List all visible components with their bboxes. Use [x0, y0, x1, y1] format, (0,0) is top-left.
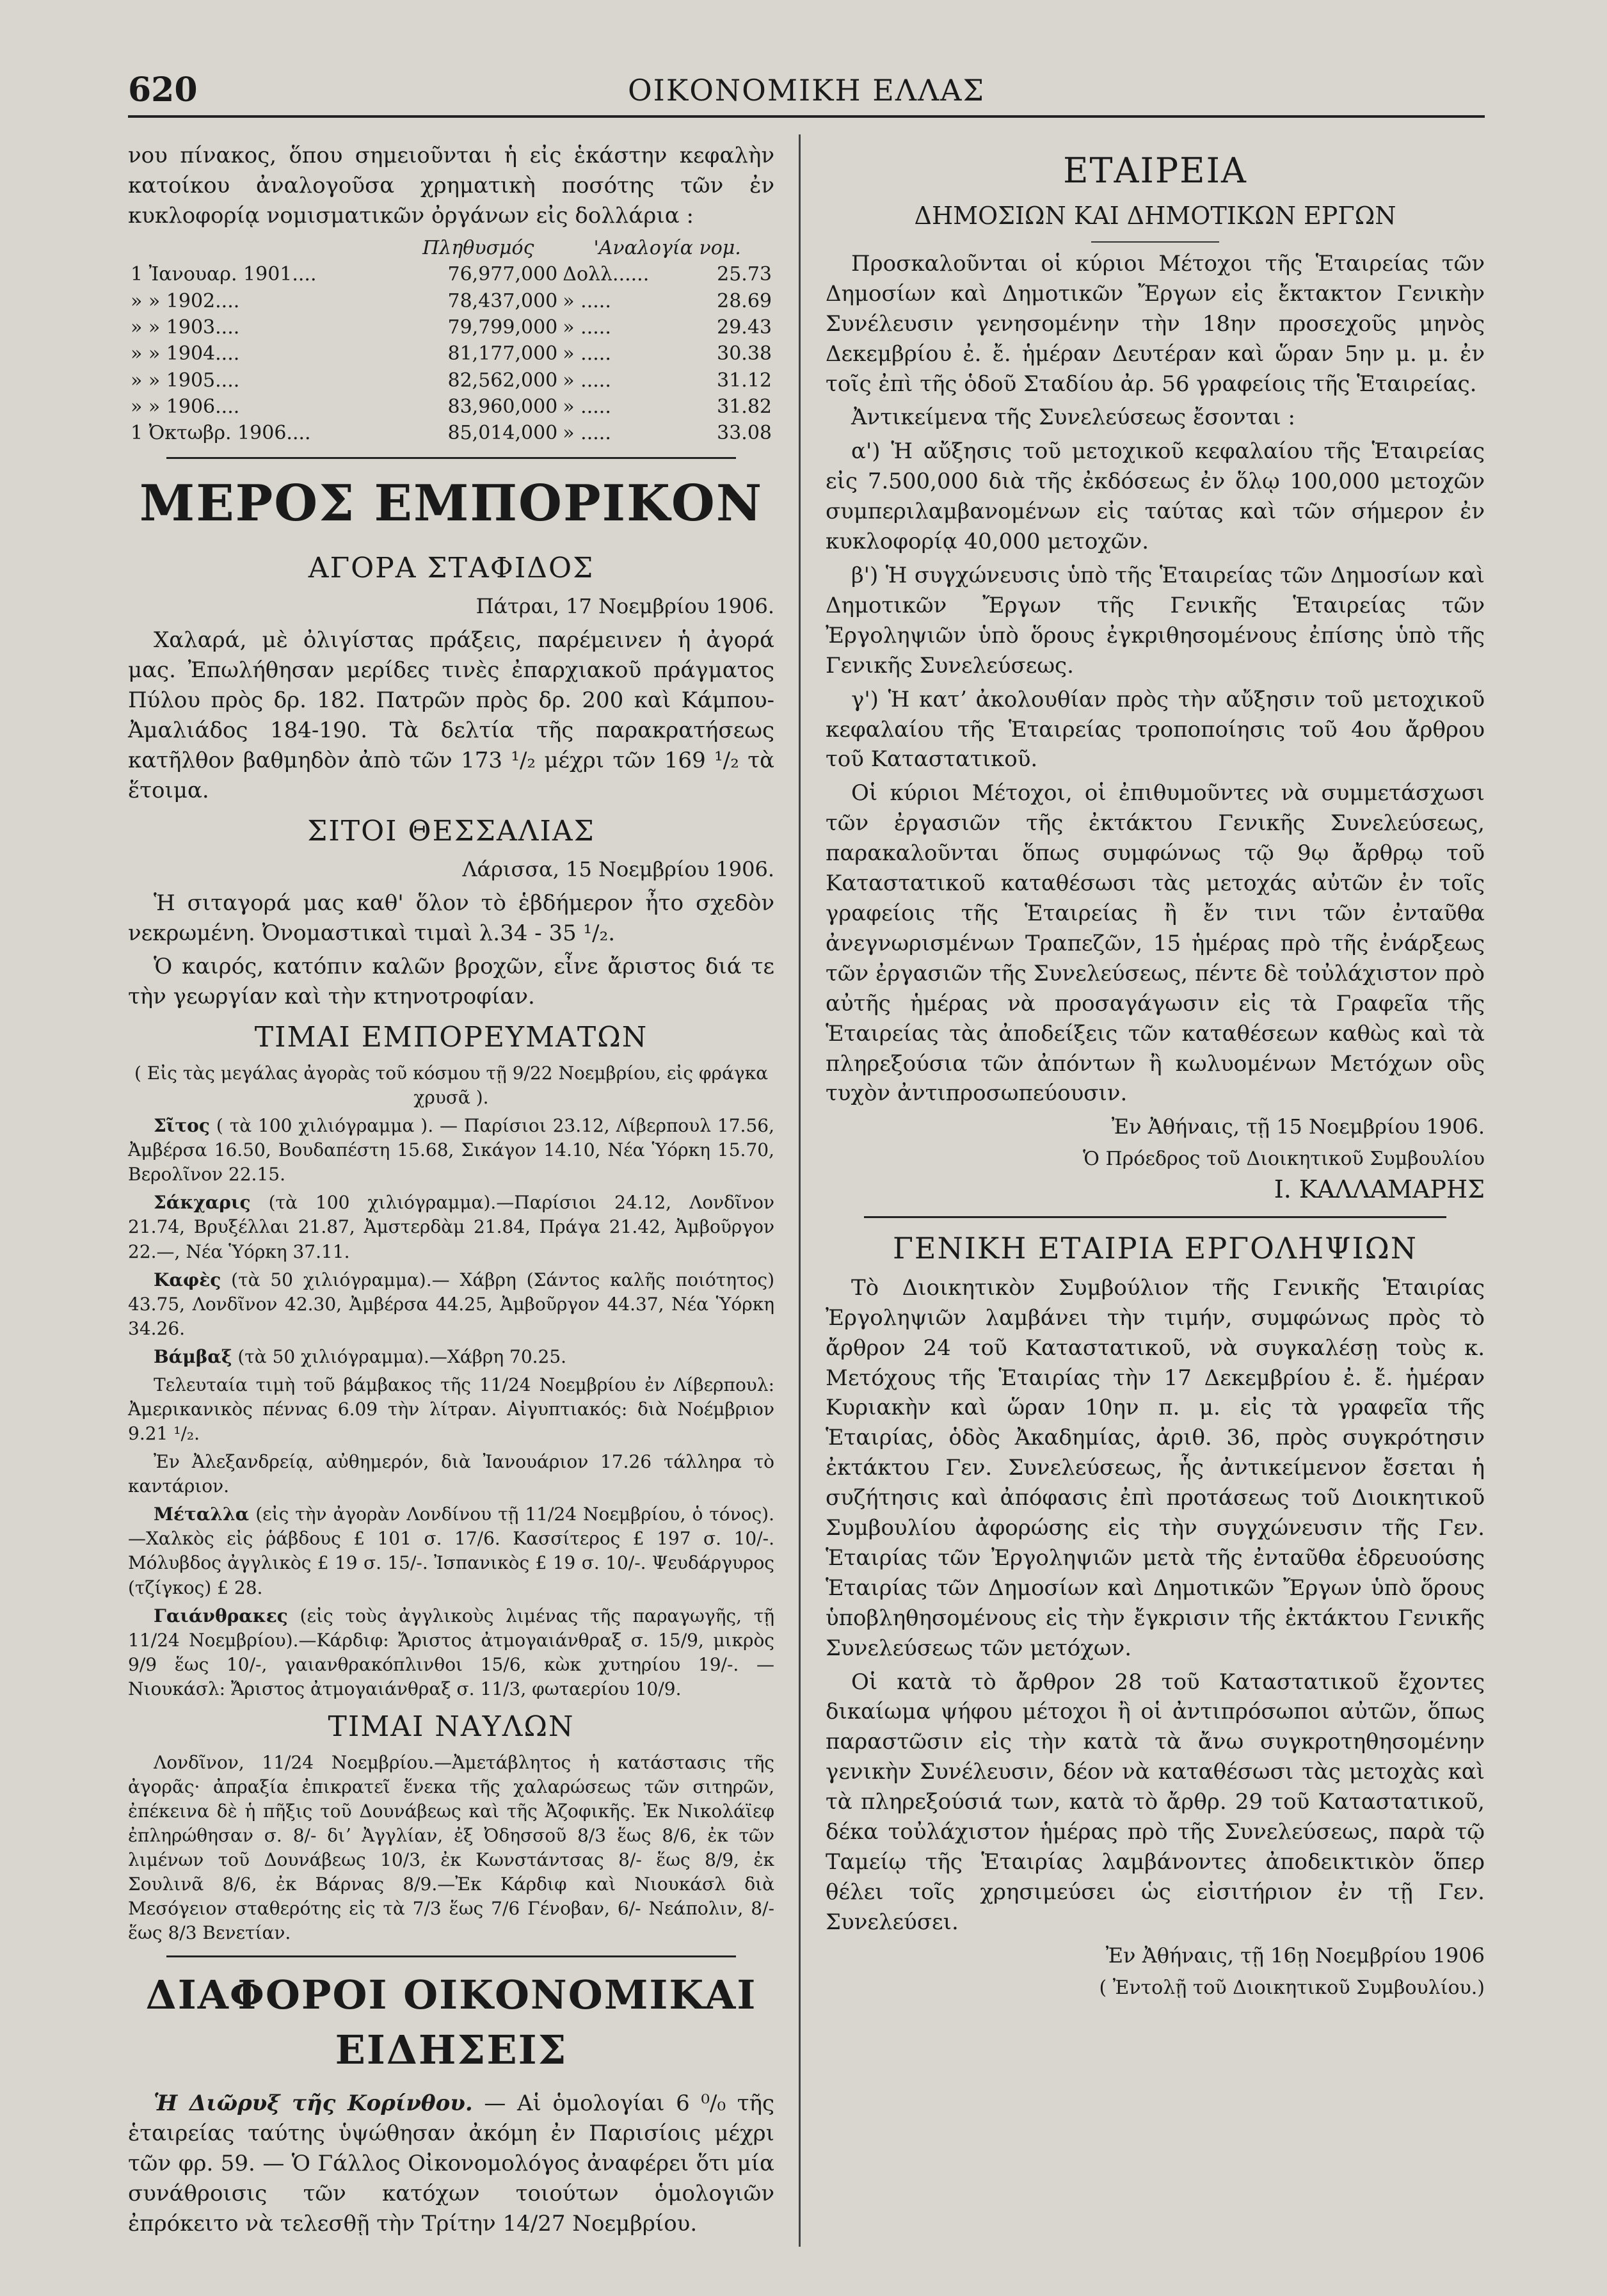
commodity-text: (τὰ 50 χιλιόγραμμα).— Χάβρη (Σάντος καλῆς ποιότητος) 43.75, Λονδῖνον 42.30, Ἀμβέρσα 44.25, Ἀμβοῦργον 44.37, Νέα Ὑόρκη 34.26.: [128, 1269, 774, 1339]
cell-unit: Δολλ......: [563, 263, 650, 286]
timai-subtitle: ( Εἰς τὰς μεγάλας ἀγορὰς τοῦ κόσμου τῇ 9/22 Νοεμβρίου, εἰς φράγκα χρυσᾶ ).: [134, 1063, 769, 1109]
gen-dateline: Ἐν Ἀθήναις, τῇ 16ῃ Νοεμβρίου 1906: [1105, 1943, 1485, 1968]
news-lead: Ἡ Διῶρυξ τῆς Κορίνθου.: [154, 2091, 473, 2117]
cell-population: 79,799,000: [447, 316, 558, 339]
cell-unit: » .....: [563, 316, 611, 339]
sitoi-paragraph-2: Ὁ καιρός, κατόπιν καλῶν βροχῶν, εἶνε ἄριστος διά τε τὴν γεωργίαν καὶ τὴν κτηνοτροφίαν.: [128, 954, 774, 1010]
news-rule: [166, 1955, 736, 1957]
table-row: [128, 394, 774, 420]
cell-value: 31.82: [717, 396, 772, 419]
commodity-name: Βάμβαξ: [154, 1345, 232, 1367]
table-row: [128, 288, 774, 314]
etaireia-paragraph-2: Ἀντικείμενα τῆς Συνελεύσεως ἔσονται :: [851, 405, 1295, 431]
coal-name: Γαιάνθρακες: [154, 1605, 288, 1626]
table-row: [128, 367, 774, 394]
gen-rule: [864, 1216, 1446, 1218]
cell-unit: » .....: [563, 289, 611, 312]
ratio-header: 'Αναλογία νομ.: [593, 236, 741, 259]
page-header: [128, 64, 1485, 118]
etaireia-dateline: Ἐν Ἀθήναις, τῇ 15 Νοεμβρίου 1906.: [1111, 1114, 1485, 1139]
cell-value: 30.38: [717, 342, 772, 365]
commodities-list: [128, 1114, 774, 1369]
etaireia-title: ΕΤΑΙΡΕΙΑ: [1063, 150, 1247, 191]
cell-population: 81,177,000: [447, 342, 558, 365]
cell-date: » » 1904....: [131, 342, 240, 365]
intro-paragraph: νου πίνακος, ὅπου σημειοῦνται ἡ εἰς ἑκάστην κεφαλὴν κατοίκου ἀναλογοῦσα χρηματικὴ ποσότης τῶν ἐν κυκλοφορίᾳ νομισματικῶν ὀργάνων εἰς δολλάρια :: [128, 143, 774, 229]
metals-name: Μέταλλα: [154, 1504, 250, 1525]
cell-unit: » .....: [563, 422, 611, 445]
signature-title: Ὁ Πρόεδρος τοῦ Διοικητικοῦ Συμβουλίου: [1083, 1148, 1485, 1171]
etaireia-paragraph-4: β') Ἡ συγχώνευσις ὑπὸ τῆς Ἑταιρείας τῶν Δημοσίων καὶ Δημοτικῶν Ἔργων τῆς Γενικῆς Ἑταιρείας τῶν Ἐργοληψιῶν ὑπὸ ὅρους ἐγκριθησομένους ἐπίσης ὑπὸ τῆς Γενικῆς Συνελεύσεως.: [826, 563, 1485, 678]
etaireia-paragraph-5: γ') Ἡ κατʼ ἀκολουθίαν πρὸς τὴν αὔξησιν τοῦ μετοχικοῦ κεφαλαίου τῆς Ἑταιρείας τροποποίησις τοῦ 4ου ἄρθρου τοῦ Καταστατικοῦ.: [826, 686, 1485, 773]
cell-date: » » 1902....: [131, 289, 240, 312]
commodity-text: ( τὰ 100 χιλιόγραμμα ). — Παρίσιοι 23.12, Λίβερπουλ 17.56, Ἀμβέρσα 16.50, Βουδαπέστη 15.68, Σικάγον 14.10, Νέα Ὑόρκη 15.70, Βερολῖνον 22.15.: [128, 1115, 774, 1185]
etaireia-paragraph-3: α') Ἡ αὔξησις τοῦ μετοχικοῦ κεφαλαίου τῆς Ἑταιρείας εἰς 7.500,000 διὰ τῆς ἐκδόσεως ἐν ὅλῳ 100,000 μετοχῶν συμπεριλαμβανομένων εἰς ταύτας καὶ τῶν σήμερον ἐν κυκλοφορίᾳ 40,000 μετοχῶν.: [826, 438, 1485, 555]
cell-population: 78,437,000: [447, 289, 558, 312]
metals-text: (εἰς τὴν ἀγορὰν Λονδίνου τῇ 11/24 Νοεμβρίου, ὁ τόνος).—Χαλκὸς εἰς ῥάβδους £ 101 σ. 17/6. Κασσίτερος £ 197 σ. 10/-. Μόλυβδος ἀγγλικὸς £ 19 σ. 15/-. Ἰσπανικὸς £ 19 σ. 10/-. Ψευδάργυρος (τζίγκος) £ 28.: [128, 1504, 774, 1598]
etaireia-rule: [1091, 241, 1219, 243]
cell-date: » » 1906....: [131, 396, 240, 419]
table-row: [128, 261, 774, 287]
naula-text: Λονδῖνον, 11/24 Νοεμβρίου.—Ἀμετάβλητος ἡ κατάστασις τῆς ἀγορᾶς· ἀπραξία ἐπικρατεῖ ἕνεκα τῆς χαλαρώσεως τῶν σιτηρῶν, ἐπέκεινα δὲ ἡ πῆξις τοῦ Δουνάβεως καὶ τῆς Ἀζοφικῆς. Ἐκ Νικολάϊεφ ἐπληρώθησαν σ. 8/- διʼ Ἀγγλίαν, ἐξ Ὀδησσοῦ 8/3 ἕως 8/6, ἐκ τῶν λιμένων τοῦ Δουνάβεως 10/3, ἐκ Κωνστάντσας 8/- ἕως 8/9, ἐκ Σουλινᾶ 8/6, ἐκ Βάρνας 8/9.—Ἐκ Κάρδιφ καὶ Νιουκάσλ διὰ Μεσόγειον σταθερότης εἰς τὰ 7/3 ἕως 7/6 Γένοβαν, 6/- Νεάπολιν, 8/- ἕως 8/3 Βενετίαν.: [128, 1751, 774, 1944]
news-title: ΔΙΑΦΟΡΟΙ ΟΙΚΟΝΟΜΙΚΑΙ ΕΙΔΗΣΕΙΣ: [145, 1971, 757, 2073]
cell-unit: » .....: [563, 342, 611, 365]
commodity-text: (τὰ 50 χιλιόγραμμα).—Χάβρη 70.25.: [237, 1345, 567, 1367]
commodity-name: Καφὲς: [154, 1269, 221, 1290]
agora-text: Χαλαρά, μὲ ὀλιγίστας πράξεις, παρέμεινεν ἡ ἀγορά μας. Ἐπωλήθησαν μερίδες τινὲς ἐπαρχιακοῦ πράγματος Πύλου πρὸς δρ. 182. Πατρῶν πρὸς δρ. 200 καὶ Κάμπου-Ἀμαλιάδος 184-190. Τὰ δελτία τῆς παρακρατήσεως κατῆλθον βαθμηδὸν ἀπὸ τῶν 173 ¹/₂ μέχρι τῶν 169 ¹/₂ τὰ ἕτοιμα.: [128, 627, 774, 803]
gen-paragraph-2: Οἱ κατὰ τὸ ἄρθρον 28 τοῦ Καταστατικοῦ ἔχοντες δικαίωμα ψήφου μέτοχοι ἢ οἱ ἀντιπρόσωποι αὐτῶν, ὅπως παραστῶσιν εἰς τὴν κατὰ τὰ ἄνω συγκροτηθησομένην γενικὴν Συνέλευσιν, δέον νὰ καταθέσωσι τὰς μετοχὰς καὶ τὰ πληρεξούσιά των, κατὰ τὸ ἄρθρ. 29 τοῦ Καταστατικοῦ, δέκα τοὐλάχιστον ἡμέρας πρὸ τῆς Συνελεύσεως, παρὰ τῷ Ταμείῳ τῆς Ἑταιρίας λαμβάνοντες ἀποδεικτικὸν ὅπερ θέλει τοῖς χρησιμεύσει ὡς εἰσιτήριον ἐν τῇ Γεν. Συνελεύσει.: [826, 1669, 1485, 1935]
signature-name: Ι. ΚΑΛΛΑΜΑΡΗΣ: [1274, 1175, 1485, 1203]
cell-value: 29.43: [717, 316, 772, 339]
etaireia-subtitle: ΔΗΜΟΣΙΩΝ ΚΑΙ ΔΗΜΟΤΙΚΩΝ ΕΡΓΩΝ: [914, 201, 1396, 230]
coal-entry: [128, 1604, 774, 1701]
cell-date: » » 1905....: [131, 369, 240, 392]
page-number: 620: [128, 70, 198, 109]
sitoi-dateline: Λάρισσα, 15 Νοεμβρίου 1906.: [462, 856, 774, 881]
cotton-note: Τελευταία τιμὴ τοῦ βάμβακος τῆς 11/24 Νοεμβρίου ἐν Λίβερπουλ: Ἀμερικανικὸς πέννας 6.09 τὴν λίτραν. Αἰγυπτιακός: διὰ Νοέμβριον 9.21 ¹/₂.: [128, 1374, 774, 1445]
timai-title: ΤΙΜΑΙ ΕΜΠΟΡΕΥΜΑΤΩΝ: [254, 1021, 648, 1054]
etaireia-paragraph-6: Οἱ κύριοι Μέτοχοι, οἱ ἐπιθυμοῦντες νὰ συμμετάσχωσι τῶν ἐργασιῶν τῆς ἐκτάκτου Γενικῆς Συνελεύσεως, παρακαλοῦνται ὅπως συμφώνως τῷ 9ῳ ἄρθρῳ τοῦ Καταστατικοῦ καταθέσωσι τὰς μετοχάς αὐτῶν ἐν τοῖς γραφείοις τῆς Ἑταιρείας ἢ ἔν τινι τῶν ἐνταῦθα ἀνεγνωρισμένων Τραπεζῶν, 15 ἡμέρας πρὸ τῆς ἐνάρξεως τῶν ἐργασιῶν τῆς Συνελεύσεως, πέντε δὲ τοὐλάχιστον πρὸ αὐτῆς ἡμέρας νὰ προσαγάγωσιν εἰς τὰ Γραφεῖα τῆς Ἑταιρείας τὰς ἀποδείξεις τῶν καταθέσεων καθὼς καὶ τὰ πληρεξούσια τῶν ἀπόντων ἢ κωλυομένων Μετόχων οὓς τυχὸν ἀντιπροσωπεύουσιν.: [826, 780, 1485, 1107]
cell-population: 85,014,000: [447, 422, 558, 445]
news-paragraph: [128, 2089, 774, 2239]
cell-unit: » .....: [563, 396, 611, 419]
etaireia-paragraph-1: Προσκαλοῦνται οἱ κύριοι Μέτοχοι τῆς Ἑταιρείας τῶν Δημοσίων καὶ Δημοτικῶν Ἔργων εἰς ἔκτακτον Γενικὴν Συνέλευσιν γενησομένην τὴν 18ην προσεχοῦς μηνὸς Δεκεμβρίου ἐ. ἔ. ἡμέραν Δευτέραν καὶ ὥραν 5ην μ. μ. ἐν τοῖς ἐπὶ τῆς ὁδοῦ Σταδίου ἀρ. 56 γραφείοις τῆς Ἑταιρείας.: [826, 250, 1485, 397]
agora-dateline: Πάτραι, 17 Νοεμβρίου 1906.: [476, 594, 774, 619]
cell-population: 83,960,000: [447, 396, 558, 419]
table-row: [128, 314, 774, 341]
commodity-entry: [128, 1268, 774, 1341]
cell-value: 33.08: [717, 422, 772, 445]
news-text: — Αἱ ὁμολογίαι 6 ⁰/₀ τῆς ἑταιρείας ταύτης ὑψώθησαν ἀκόμη ἐν Παρισίοις μέχρι τῶν φρ. 59. — Ὁ Γάλλος Οἰκονομολόγος ἀναφέρει ὅτι μία συνάθροισις τῶν κατόχων τοιούτων ὁμολογιῶν ἐπρόκειτο νὰ τελεσθῇ τὴν Τρίτην 14/27 Νοεμβρίου.: [128, 2091, 774, 2237]
right-column: [826, 141, 1485, 2001]
commodity-entry: [128, 1345, 774, 1369]
cell-date: 1 Ἰανουαρ. 1901....: [131, 263, 317, 286]
sitoi-paragraph-1: Ἡ σιταγορά μας καθ' ὅλον τὸ ἑβδήμερον ἦτο σχεδὸν νεκρωμένη. Ὀνομαστικαὶ τιμαὶ λ.34 - 35 ¹/₂.: [128, 890, 774, 946]
cell-value: 25.73: [717, 263, 772, 286]
cell-unit: » .....: [563, 369, 611, 392]
journal-title: ΟΙΚΟΝΟΜΙΚΗ ΕΛΛΑΣ: [627, 73, 986, 108]
coal-text: (εἰς τοὺς ἀγγλικοὺς λιμένας τῆς παραγωγῆς, τῇ 11/24 Νοεμβρίου).—Κάρδιφ: Ἄριστος ἀτμογαιάνθραξ σ. 15/9, μικρὸς 9/9 ἕως 10/-, γαιανθρακόπλινθοι 15/6, κὼκ χυτηρίου 19/-. —Νιουκάσλ: Ἄριστος ἀτμογαιάνθραξ σ. 11/3, φωταερίου 10/9.: [128, 1605, 774, 1699]
section-rule: [166, 457, 736, 459]
commodity-name: Σῖτος: [154, 1115, 210, 1137]
cell-value: 28.69: [717, 289, 772, 312]
left-column: [128, 141, 774, 2243]
commodity-text: (τὰ 100 χιλιόγραμμα).—Παρίσιοι 24.12, Λονδῖνον 21.74, Βρυξέλλαι 21.87, Ἀμστερδὰμ 21.84, Πράγα 21.42, Ἀμβοῦργον 22.—, Νέα Ὑόρκη 37.11.: [128, 1192, 774, 1262]
naula-title: ΤΙΜΑΙ ΝΑΥΛΩΝ: [328, 1710, 575, 1743]
cell-population: 82,562,000: [447, 369, 558, 392]
commodity-entry: [128, 1191, 774, 1264]
cell-population: 76,977,000: [447, 263, 558, 286]
commodity-entry: [128, 1114, 774, 1187]
gen-signature: ( Ἐντολῇ τοῦ Διοικητικοῦ Συμβουλίου.): [1099, 1976, 1485, 1999]
cell-date: 1 Ὀκτωβρ. 1906....: [131, 422, 311, 445]
metals-entry: [128, 1502, 774, 1600]
table-header-row: [128, 235, 774, 261]
gen-title: ΓΕΝΙΚΗ ΕΤΑΙΡΙΑ ΕΡΓΟΛΗΨΙΩΝ: [892, 1231, 1418, 1266]
population-table: [128, 235, 774, 447]
sitoi-title: ΣΙΤΟΙ ΘΕΣΣΑΛΙΑΣ: [307, 814, 595, 847]
table-row: [128, 341, 774, 367]
cell-value: 31.12: [717, 369, 772, 392]
alexandria-note: Ἐν Ἀλεξανδρείᾳ, αὐθημερόν, διὰ Ἰανουάριον 17.26 τάλληρα τὸ καντάριον.: [128, 1451, 774, 1497]
table-row: [128, 420, 774, 446]
gen-paragraph-1: Τὸ Διοικητικὸν Συμβούλιον τῆς Γενικῆς Ἑταιρίας Ἐργοληψιῶν λαμβάνει τὴν τιμήν, συμφώνως πρὸς τὸ ἄρθρον 24 τοῦ Καταστατικοῦ, νὰ συγκαλέσῃ τοὺς κ. Μετόχους τῆς Ἑταιρίας τὴν 17 Δεκεμβρίου ἐ. ἔ. ἡμέραν Κυριακὴν καὶ ὥραν 10ην π. μ. εἰς τὰ γραφεῖα τῆς Ἑταιρίας, ὁδὸς Ἀκαδημίας, ἀριθ. 36, πρὸς συγκρότησιν ἐκτάκτου Γεν. Συνελεύσεως, ἧς ἀντικείμενον ἔσεται ἡ συζήτησις καὶ ἀπόφασις ἐπὶ προτάσεως τοῦ Διοικητικοῦ Συμβουλίου ἀφορώσης εἰς τὴν συγχώνευσιν τῆς Γεν. Ἑταιρίας τῶν Ἐργοληψιῶν μετὰ τῆς ἐνταῦθα ἑδρευούσης Ἑταιρίας τῶν Δημοσίων καὶ Δημοτικῶν Ἔργων ὑπὸ ὅρους ὑποβληθησομένους εἰς τὴν ἔγκρισιν τῆς ἐκτάκτου Γενικῆς Συνελεύσεως τῶν μετόχων.: [826, 1274, 1485, 1661]
cell-date: » » 1903....: [131, 316, 240, 339]
column-divider: [799, 134, 801, 2247]
section-title: ΜΕΡΟΣ ΕΜΠΟΡΙΚΟΝ: [139, 474, 764, 533]
population-header: Πληθυσμός: [422, 236, 534, 259]
commodity-name: Σάκχαρις: [154, 1192, 251, 1214]
agora-title: ΑΓΟΡΑ ΣΤΑΦΙΔΟΣ: [308, 552, 595, 585]
